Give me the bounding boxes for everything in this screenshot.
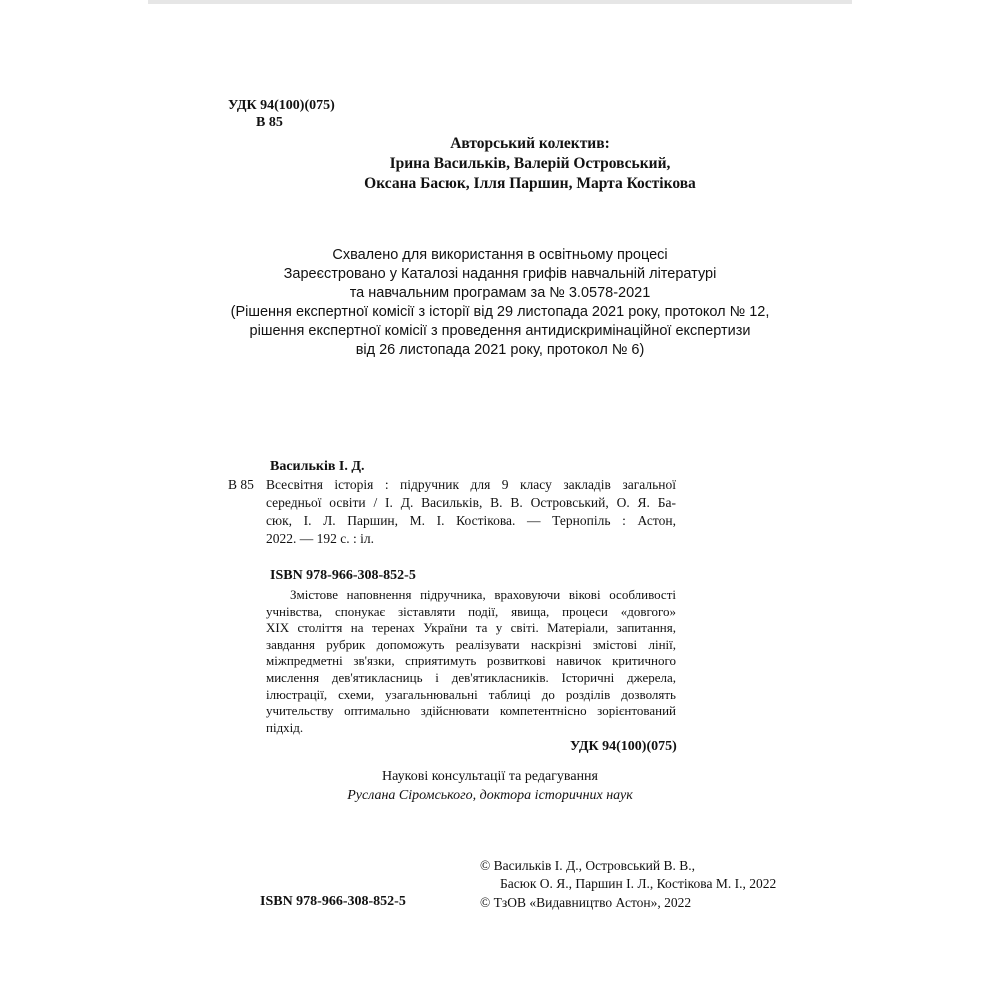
approval-block (210, 246, 790, 360)
authors-line-2: Оксана Басюк, Ілля Паршин, Марта Костікова (364, 175, 696, 192)
approval-line-3: та навчальним програмам за № 3.0578-2021 (349, 285, 651, 301)
abstract-line-5: міжпредметні зв'язки, сприятимуть розвиткові навичок критичного (266, 653, 676, 669)
abstract-line-6: мислення дев'ятикласниць і дев'ятикласників. Історичні джерела, (266, 669, 676, 685)
biblio-line-3: сюк, І. Л. Паршин, М. І. Костікова. — Тернопіль : Астон, (266, 513, 676, 528)
copyright-line-3: © ТзОВ «Видавництво Астон», 2022 (480, 895, 692, 910)
consult-line-1: Наукові консультації та редагування (382, 769, 598, 784)
abstract-line-1: Змістове наповнення підручника, враховуючи вікові особливості (290, 587, 676, 602)
biblio-line-4: 2022. — 192 с. : іл. (266, 531, 374, 546)
abstract-line-2: учнівства, спонукає зіставляти події, явища, процеси «довгого» (266, 603, 676, 619)
approval-line-6: від 26 листопада 2021 року, протокол № 6) (355, 342, 645, 358)
catalog-bbk-mark: В 85 (228, 477, 254, 492)
udk-code-top: УДК 94(100)(075) (228, 98, 335, 113)
page-top-edge (148, 0, 852, 4)
approval-line-1: Схвалено для використання в освітньому процесі (332, 247, 668, 263)
copyright-line-2: Басюк О. Я., Паршин І. Л., Костікова М. І., 2022 (500, 876, 777, 891)
bbk-code-top: В 85 (256, 115, 283, 130)
copyright-line-1: © Васильків І. Д., Островський В. В., (480, 858, 696, 873)
abstract-line-7: ілюстрації, схеми, узагальнювальні таблиці до розділів дозволять (266, 686, 676, 702)
catalog-isbn: ISBN 978-966-308-852-5 (270, 568, 416, 583)
authors-block (300, 134, 760, 194)
abstract-line-3: ХІХ століття на теренах України та у світі. Матеріали, запитання, (266, 620, 676, 636)
biblio-line-1: Всесвітня історія : підручник для 9 класу закладів загальної (266, 477, 676, 492)
consult-line-2: Руслана Сіромського, доктора історичних наук (347, 788, 633, 803)
approval-line-5: рішення експертної комісії з проведення антидискримінаційної експертизи (249, 323, 751, 339)
biblio-line-2: середньої освіти / І. Д. Васильків, В. В. Островський, О. Я. Ба- (266, 495, 676, 510)
isbn-bottom: ISBN 978-966-308-852-5 (260, 894, 406, 909)
abstract-line-8: учительству оптимально здійснювати компетентнісно зорієнтований (266, 703, 676, 719)
abstract-text (266, 587, 676, 736)
abstract-line-9: підхід. (266, 719, 304, 735)
udk-code-bottom: УДК 94(100)(075) (570, 739, 677, 754)
approval-line-2: Зареєстровано у Каталозі надання грифів навчальній літературі (283, 266, 717, 282)
scientific-consultation (300, 767, 680, 805)
authors-heading: Авторський колектив: (450, 135, 610, 152)
bibliographic-description (266, 476, 676, 548)
catalog-author-heading: Васильків І. Д. (270, 459, 365, 474)
abstract-line-4: завдання рубрик допоможуть реалізувати наскрізні змістові лінії, (266, 636, 676, 652)
authors-line-1: Ірина Васильків, Валерій Островський, (389, 155, 671, 172)
approval-line-4: (Рішення експертної комісії з історії від 29 листопада 2021 року, протокол № 12, (230, 304, 770, 320)
